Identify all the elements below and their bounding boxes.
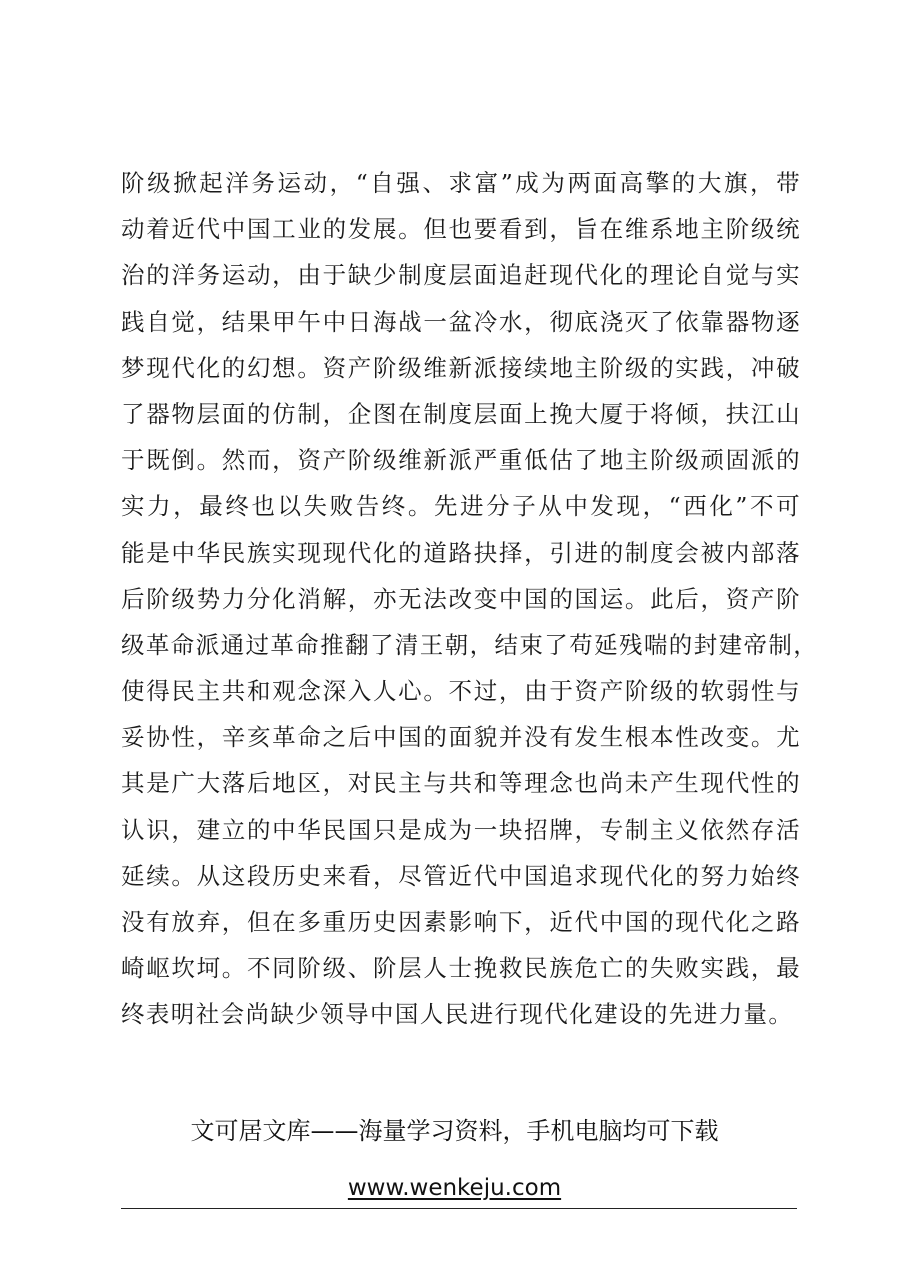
paragraph-line: 终表明社会尚缺少领导中国人民进行现代化建设的先进力量。	[121, 1000, 794, 1029]
paragraph-line: 践自觉，结果甲午中日海战一盆冷水，彻底浇灭了依靠器物逐	[121, 307, 801, 336]
paragraph-line: 延续。从这段历史来看，尽管近代中国追求现代化的努力始终	[121, 861, 801, 890]
paragraph-line: 没有放弃，但在多重历史因素影响下，近代中国的现代化之路	[121, 908, 801, 936]
footer-divider	[121, 1208, 797, 1209]
paragraph-line: 动着近代中国工业的发展。但也要看到，旨在维系地主阶级统	[121, 215, 801, 244]
paragraph-line: 治的洋务运动，由于缺少制度层面追赶现代化的理论自觉与实	[121, 261, 801, 290]
paragraph-line: 认识，建立的中华民国只是成为一块招牌，专制主义依然存活	[121, 815, 801, 844]
paragraph-line: 级革命派通过革命推翻了清王朝，结束了苟延残喘的封建帝制，	[121, 630, 819, 659]
paragraph-line: 于既倒。然而，资产阶级维新派严重低估了地主阶级顽固派的	[121, 446, 801, 475]
paragraph-line: 阶级掀起洋务运动，“自强、求富”成为两面高擎的大旗，带	[121, 169, 801, 197]
footer-title: 文可居文库——海量学习资料，手机电脑均可下载	[190, 1117, 719, 1145]
paragraph-line: 实力，最终也以失败告终。先进分子从中发现，“西化”不可	[121, 492, 801, 521]
paragraph-line: 崎岖坎坷。不同阶级、阶层人士挽救民族危亡的失败实践，最	[121, 954, 801, 983]
paragraph-line: 了器物层面的仿制，企图在制度层面上挽大厦于将倾，扶江山	[121, 399, 801, 428]
footer-website-link-text: www.wenkeju.com	[347, 1175, 562, 1201]
paragraph-line: 其是广大落后地区，对民主与共和等理念也尚未产生现代性的	[121, 769, 801, 798]
paragraph-line: 妥协性，辛亥革命之后中国的面貌并没有发生根本性改变。尤	[121, 723, 801, 752]
paragraph-line: 后阶级势力分化消解，亦无法改变中国的国运。此后，资产阶	[121, 584, 801, 613]
paragraph-line: 使得民主共和观念深入人心。不过，由于资产阶级的软弱性与	[121, 677, 801, 706]
paragraph-line: 能是中华民族实现现代化的道路抉择，引进的制度会被内部落	[121, 538, 801, 567]
footer-website-link[interactable]	[0, 1170, 909, 1206]
body-paragraph	[121, 160, 819, 1038]
paragraph-line: 梦现代化的幻想。资产阶级维新派接续地主阶级的实践，冲破	[121, 353, 801, 382]
